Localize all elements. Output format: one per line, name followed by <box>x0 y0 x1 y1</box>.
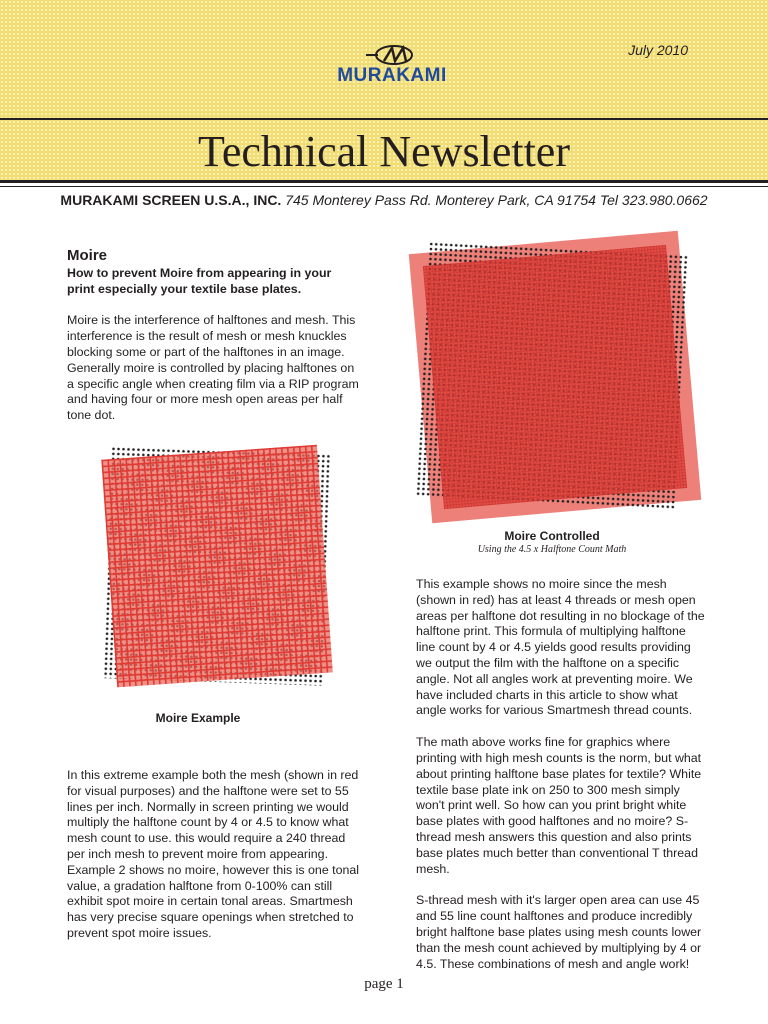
left-column-body <box>67 768 361 942</box>
moire-controlled-figure <box>402 228 708 526</box>
right-paragraph-1: This example shows no moire since the mesh (shown in red) has at least 4 threads or mesh open areas per halftone dot resulting in no blockage of the halftone print. This formula of multiplying halftone line count by 4 or 4.5 yields good results providing we output the film with the halftone on a specific angle. Not all angles work at preventing moire. We have included charts in this article to show what angle works for various Smartmesh thread counts. <box>416 577 705 718</box>
header-rule-thick <box>0 180 768 183</box>
header-rule-thin <box>0 186 768 187</box>
moire-example-caption: Moire Example <box>155 711 241 725</box>
right-paragraph-2: The math above works fine for graphics where printing with high mesh counts is the norm, but what about printing halftone base plates for textile? White textile base plate ink on 250 to 300 mesh simply won't print well. So how can you print bright white base plates with good halftones and no moire? S-thread mesh answers this question and also prints base plates much better than conventional T thread mesh. <box>416 735 702 876</box>
moire-controlled-caption: Moire Controlled <box>504 529 600 543</box>
intro-paragraph: Moire is the interference of halftones and mesh. This interference is the result of mesh or mesh knuckles blocking some or part of the halftones in an image. Generally moire is controlled by placing halftones on a specific angle when creating film via a RIP program and having four or more mesh open areas per half tone dot. <box>67 313 359 423</box>
logo-wordmark: MURAKAMI <box>337 65 447 86</box>
murakami-logo <box>336 44 448 86</box>
moire-example-figure <box>100 442 334 690</box>
right-column-body <box>416 577 706 972</box>
article-subheading: How to prevent Moire from appearing in your print especially your textile base plates. <box>67 265 332 296</box>
moire-controlled-subcaption: Using the 4.5 x Halftone Count Math <box>477 544 627 555</box>
issue-date: July 2010 <box>628 42 688 58</box>
page-number: page 1 <box>364 976 404 992</box>
company-name: MURAKAMI SCREEN U.S.A., INC. <box>60 192 282 208</box>
company-address-line <box>0 192 768 208</box>
left-column-intro <box>67 248 359 424</box>
right-paragraph-3: S-thread mesh with it's larger open area can use 45 and 55 line count halftones and produce incredibly bright halftone base plates using mesh counts lower than the mesh count achieved by multiplying by 4 or 4.5. These combinations of mesh and angle work! <box>416 893 702 971</box>
company-address: 745 Monterey Pass Rd. Monterey Park, CA 91754 Tel 323.980.0662 <box>285 192 708 208</box>
article-heading: Moire <box>67 247 108 264</box>
newsletter-title: Technical Newsletter <box>198 127 570 176</box>
moire-example-paragraph: In this extreme example both the mesh (shown in red for visual purposes) and the halftone were set to 55 lines per inch. Normally in screen printing we would multiply the halftone count by 4 or 4.5 to know what mesh count to use. this would require a 240 thread per inch mesh to prevent moire from appearing. Example 2 shows no moire, however this is one tonal value, a gradation halftone from 0-100% can still exhibit spot moire in certain tonal areas. Smartmesh has very precise square openings when stretched to prevent spot moire issues. <box>67 768 360 940</box>
murakami-mark-icon <box>362 44 422 66</box>
